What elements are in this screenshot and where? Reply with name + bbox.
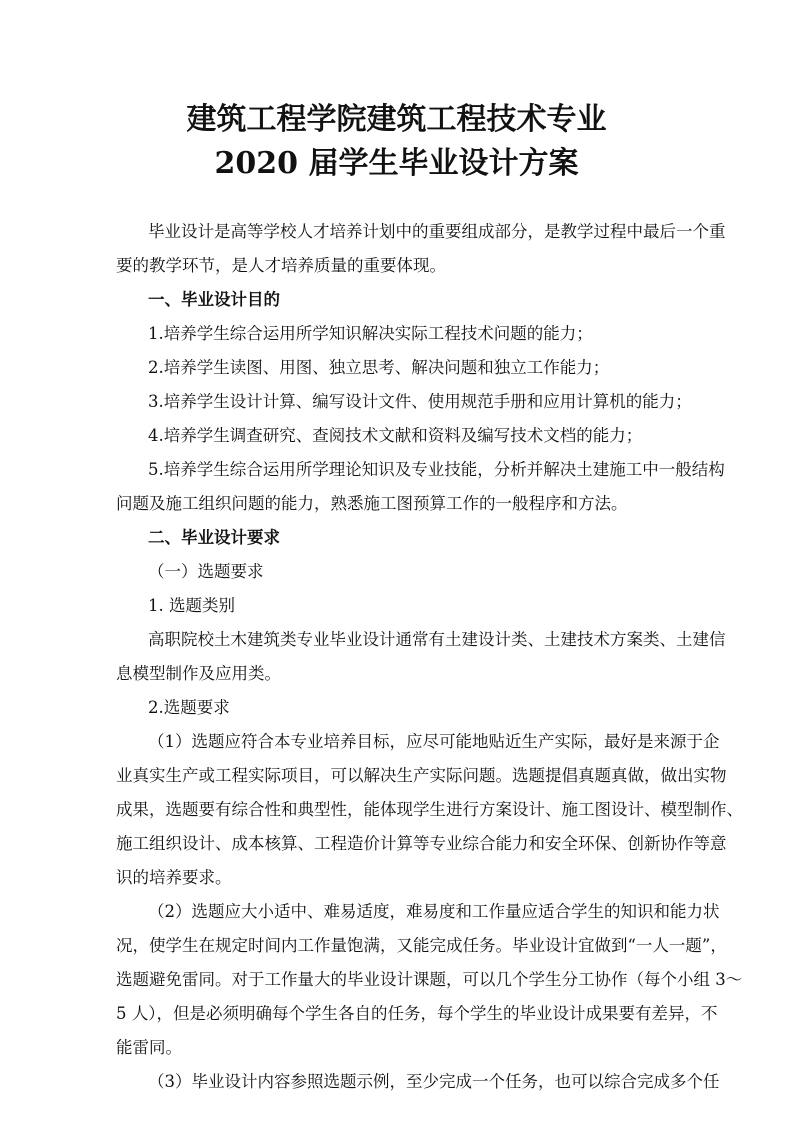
rule-1-line-4: 施工组织设计、成本核算、工程造价计算等专业综合能力和安全环保、创新协作等意 bbox=[116, 834, 727, 853]
purpose-item-2: 2.培养学生读图、用图、独立思考、解决问题和独立工作能力； bbox=[148, 358, 610, 377]
purpose-item-5-line-1: 5.培养学生综合运用所学理论知识及专业技能，分析并解决土建施工中一般结构 bbox=[148, 460, 725, 479]
category-line-1: 高职院校土木建筑类专业毕业设计通常有土建设计类、土建技术方案类、土建信 bbox=[148, 630, 726, 649]
category-line-2: 息模型制作及应用类。 bbox=[116, 664, 281, 683]
rule-2-line-3: 选题避免雷同。对于工作量大的毕业设计课题，可以几个学生分工协作（每个小组 3～ bbox=[116, 970, 743, 989]
section-heading-purpose: 一、毕业设计目的 bbox=[148, 290, 280, 309]
subheading-topic-category: 1. 选题类别 bbox=[148, 596, 235, 615]
section-heading-requirements: 二、毕业设计要求 bbox=[148, 528, 280, 547]
purpose-item-3: 3.培养学生设计计算、编写设计文件、使用规范手册和应用计算机的能力； bbox=[148, 392, 692, 411]
rule-3-line-1: （3）毕业设计内容参照选题示例，至少完成一个任务，也可以综合完成多个任 bbox=[148, 1072, 720, 1091]
rule-1-line-5: 识的培养要求。 bbox=[116, 868, 232, 887]
purpose-item-4: 4.培养学生调查研究、查阅技术文献和资料及编写技术文档的能力； bbox=[148, 426, 643, 445]
subheading-topic-rules: 2.选题要求 bbox=[148, 698, 230, 717]
rule-1-line-1: （1）选题应符合本专业培养目标，应尽可能地贴近生产实际，最好是来源于企 bbox=[148, 732, 720, 751]
intro-line-2: 要的教学环节，是人才培养质量的重要体现。 bbox=[116, 256, 446, 275]
rule-1-line-2: 业真实生产或工程实际项目，可以解决生产实际问题。选题提倡真题真做，做出实物 bbox=[116, 766, 727, 785]
subheading-topic-requirements: （一）选题要求 bbox=[148, 562, 264, 581]
purpose-item-5-line-2: 问题及施工组织问题的能力，熟悉施工图预算工作的一般程序和方法。 bbox=[116, 494, 628, 513]
document-title-line-1: 建筑工程学院建筑工程技术专业 bbox=[186, 102, 607, 137]
rule-1-line-3: 成果，选题要有综合性和典型性，能体现学生进行方案设计、施工图设计、模型制作、 bbox=[116, 800, 743, 819]
purpose-item-1: 1.培养学生综合运用所学知识解决实际工程技术问题的能力； bbox=[148, 324, 593, 343]
rule-2-line-4: 5 人），但是必须明确每个学生各自的任务，每个学生的毕业设计成果要有差异，不 bbox=[116, 1004, 718, 1023]
rule-2-line-2: 况，使学生在规定时间内工作量饱满，又能完成任务。毕业设计宜做到“一人一题”， bbox=[116, 936, 727, 955]
document-title-line-2: 2020 届学生毕业设计方案 bbox=[214, 146, 579, 181]
rule-2-line-5: 能雷同。 bbox=[116, 1038, 182, 1057]
rule-2-line-1: （2）选题应大小适中、难易适度，难易度和工作量应适合学生的知识和能力状 bbox=[148, 902, 720, 921]
intro-line-1: 毕业设计是高等学校人才培养计划中的重要组成部分，是教学过程中最后一个重 bbox=[148, 222, 726, 241]
